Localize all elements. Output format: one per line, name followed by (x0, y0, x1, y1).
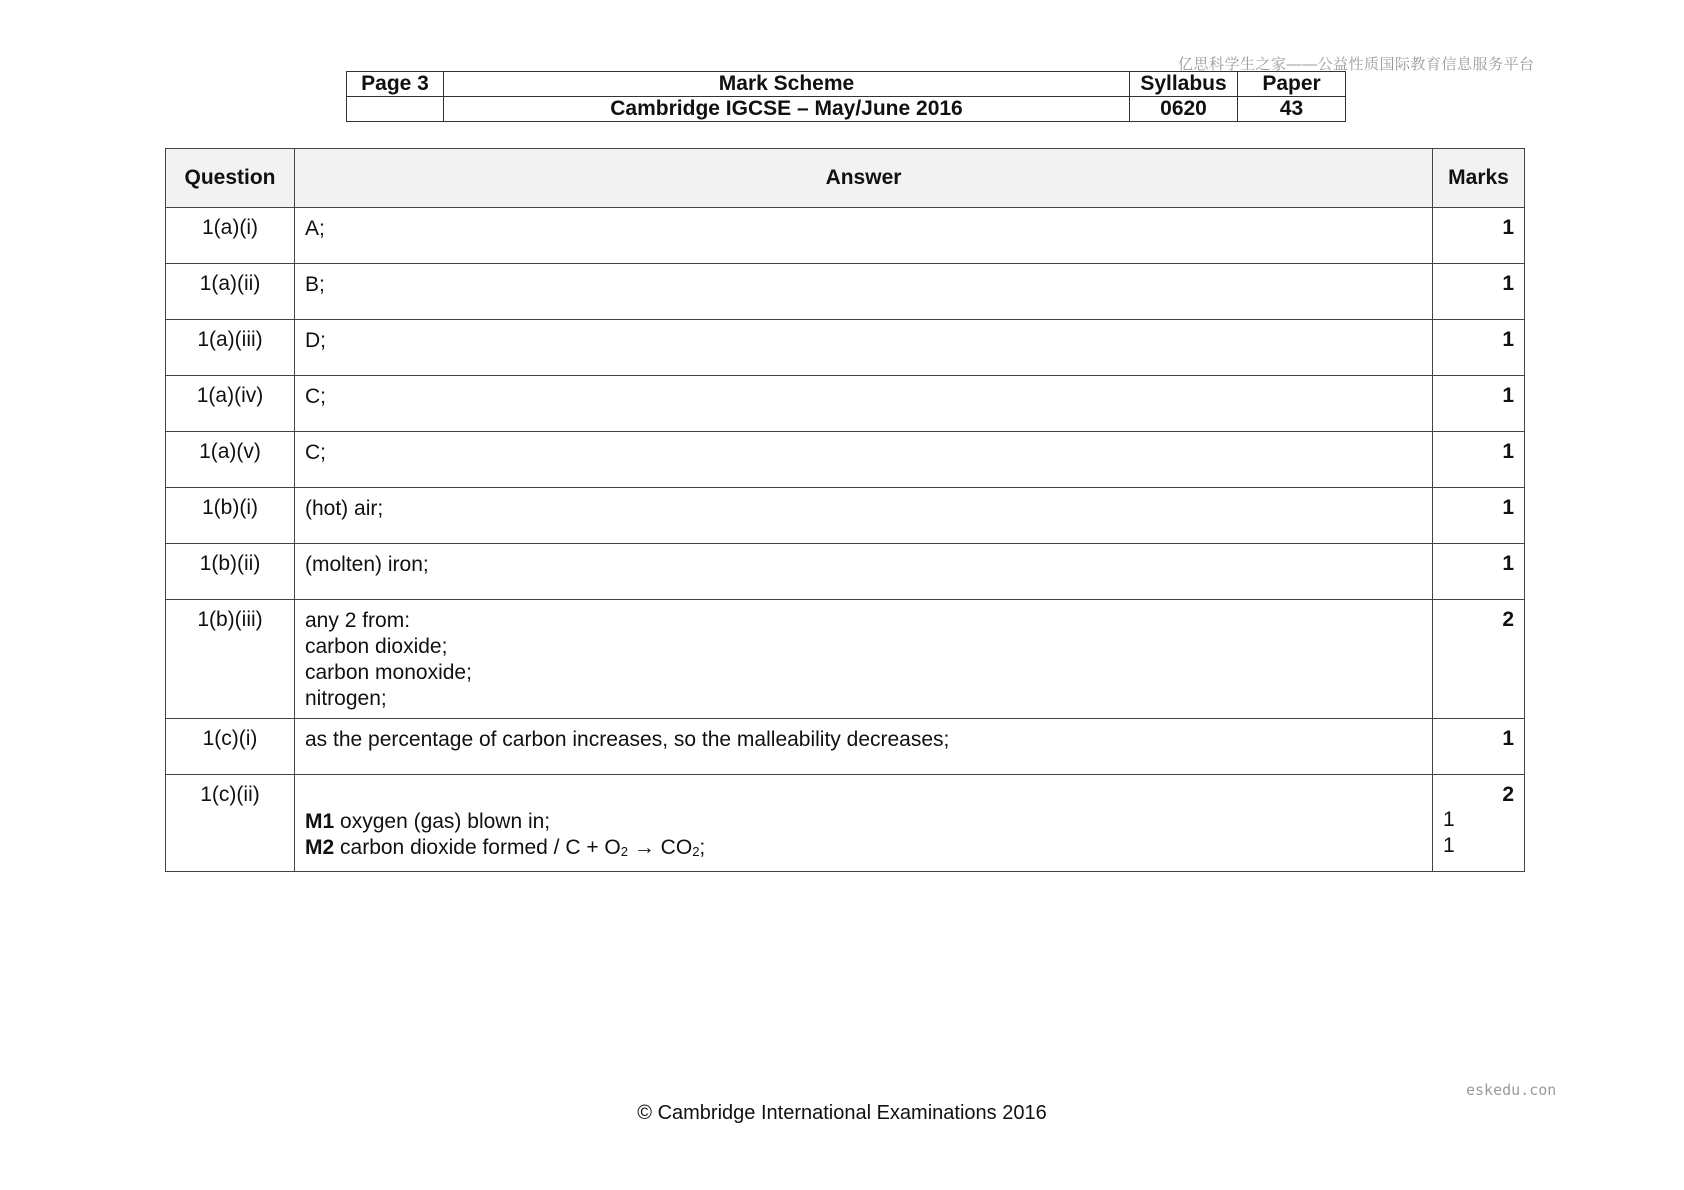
marks-value: 1 (1433, 488, 1525, 544)
table-row (166, 432, 1525, 488)
header-table (346, 71, 1346, 122)
table-row (166, 376, 1525, 432)
syllabus-value: 0620 (1130, 97, 1238, 122)
watermark-top: 亿思科学生之家——公益性质国际教育信息服务平台 (1178, 56, 1535, 73)
marks-value: 2 (1502, 783, 1514, 806)
answer-text: C; (295, 432, 1433, 488)
watermark-bottom: eskedu.con (1466, 1081, 1557, 1099)
answer-line-m1 (305, 809, 1422, 835)
page-number: Page 3 (347, 72, 444, 97)
answer-line: carbon dioxide; (305, 635, 448, 658)
table-row (166, 264, 1525, 320)
answer-text: B; (295, 264, 1433, 320)
answer-text: D; (295, 320, 1433, 376)
question-number: 1(a)(v) (166, 432, 295, 488)
marks-value: 2 (1433, 600, 1525, 719)
marks-value: 1 (1433, 544, 1525, 600)
paper-label: Paper (1238, 72, 1346, 97)
m2-mark: 1 (1443, 834, 1455, 857)
m2-text: carbon dioxide formed / C + O (340, 836, 621, 859)
m2-subscript: 2 (620, 844, 628, 859)
m2-subscript: 2 (692, 844, 700, 859)
page-blank (347, 97, 444, 122)
answer-text: (hot) air; (295, 488, 1433, 544)
col-answer-header: Answer (295, 149, 1433, 208)
table-row (166, 719, 1525, 775)
m2-arrow: → CO (633, 836, 693, 859)
paper-value: 43 (1238, 97, 1346, 122)
syllabus-label: Syllabus (1130, 72, 1238, 97)
marks-value: 1 (1433, 376, 1525, 432)
table-row (166, 775, 1525, 872)
answer-text: (molten) iron; (295, 544, 1433, 600)
answer-text (295, 600, 1433, 719)
marks-value: 1 (1433, 264, 1525, 320)
answer-text: A; (295, 208, 1433, 264)
table-row (166, 488, 1525, 544)
mark-scheme-table (165, 148, 1525, 872)
answer-line: nitrogen; (305, 687, 387, 710)
m1-label: M1 (305, 810, 335, 833)
header-title: Mark Scheme (444, 72, 1130, 97)
col-question-header: Question (166, 149, 295, 208)
marks-value: 1 (1433, 719, 1525, 775)
answer-blank-line (305, 783, 1422, 809)
question-number: 1(c)(i) (166, 719, 295, 775)
table-row (166, 320, 1525, 376)
table-row (166, 544, 1525, 600)
marks-cell (1433, 775, 1525, 872)
question-number: 1(a)(i) (166, 208, 295, 264)
question-number: 1(a)(iii) (166, 320, 295, 376)
question-number: 1(a)(ii) (166, 264, 295, 320)
table-row (166, 208, 1525, 264)
m2-label: M2 (305, 836, 335, 859)
answer-text: as the percentage of carbon increases, so the malleability decreases; (295, 719, 1433, 775)
marks-value: 1 (1433, 432, 1525, 488)
question-number: 1(a)(iv) (166, 376, 295, 432)
answer-line: carbon monoxide; (305, 661, 472, 684)
question-number: 1(b)(i) (166, 488, 295, 544)
marks-value: 1 (1433, 320, 1525, 376)
question-number: 1(b)(iii) (166, 600, 295, 719)
col-marks-header: Marks (1433, 149, 1525, 208)
footer-copyright: © Cambridge International Examinations 2016 (637, 1102, 1047, 1124)
answer-text: C; (295, 376, 1433, 432)
table-row (166, 600, 1525, 719)
question-number: 1(b)(ii) (166, 544, 295, 600)
m1-text: oxygen (gas) blown in; (340, 810, 551, 833)
answer-text (295, 775, 1433, 872)
question-number: 1(c)(ii) (166, 775, 295, 872)
marks-value: 1 (1433, 208, 1525, 264)
header-subtitle: Cambridge IGCSE – May/June 2016 (444, 97, 1130, 122)
m2-end: ; (699, 836, 706, 859)
answer-line-m2 (305, 835, 1422, 865)
m1-mark: 1 (1443, 808, 1455, 831)
answer-line: any 2 from: (305, 609, 411, 632)
